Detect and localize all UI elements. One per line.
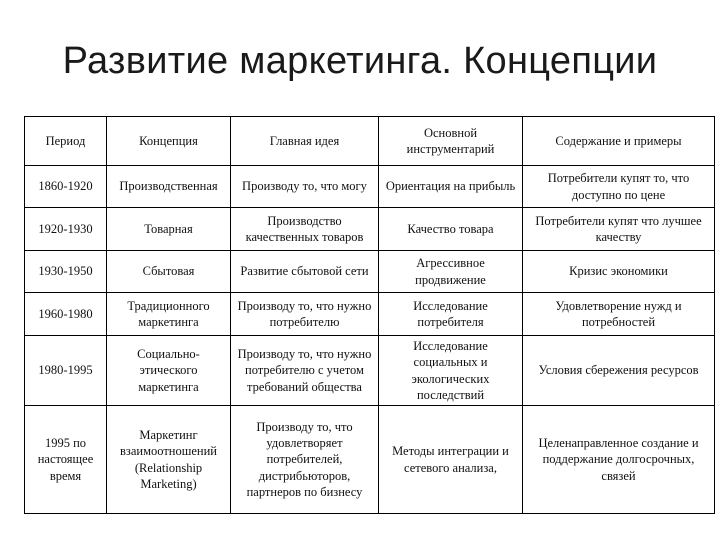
- cell-main-idea: Производство качественных товаров: [231, 208, 379, 251]
- table-row: [25, 166, 715, 208]
- cell-main-idea: Производу то, что могу: [231, 166, 379, 208]
- cell-concept: Товарная: [107, 208, 231, 251]
- table-row: [25, 208, 715, 251]
- cell-period: 1860-1920: [25, 166, 107, 208]
- cell-tools: Ориентация на прибыль: [379, 166, 523, 208]
- cell-main-idea: Производу то, что нужно потребителю: [231, 293, 379, 336]
- cell-concept: Традиционного маркетинга: [107, 293, 231, 336]
- cell-content: Потребители купят что лучшее качеству: [523, 208, 715, 251]
- table-row: [25, 293, 715, 336]
- cell-tools: Агрессивное продвижение: [379, 251, 523, 293]
- table-row: [25, 251, 715, 293]
- header-period: Период: [25, 117, 107, 166]
- header-tools: Основной инструментарий: [379, 117, 523, 166]
- cell-tools: Методы интеграции и сетевого анализа,: [379, 406, 523, 514]
- slide-title: Развитие маркетинга. Концепции: [62, 40, 658, 82]
- cell-tools: Качество товара: [379, 208, 523, 251]
- cell-concept: Сбытовая: [107, 251, 231, 293]
- cell-content: Условия сбережения ресурсов: [523, 336, 715, 406]
- cell-content: Кризис экономики: [523, 251, 715, 293]
- header-content: Содержание и примеры: [523, 117, 715, 166]
- table-row: [25, 336, 715, 406]
- cell-main-idea: Развитие сбытовой сети: [231, 251, 379, 293]
- cell-concept: Производственная: [107, 166, 231, 208]
- header-main-idea: Главная идея: [231, 117, 379, 166]
- cell-main-idea: Производу то, что нужно потребителю с учетом требований общества: [231, 336, 379, 406]
- cell-content: Удовлетворение нужд и потребностей: [523, 293, 715, 336]
- table-header-row: [25, 117, 715, 166]
- cell-period: 1980-1995: [25, 336, 107, 406]
- cell-tools: Исследование социальных и экологических последствий: [379, 336, 523, 406]
- cell-concept: Социально-этического маркетинга: [107, 336, 231, 406]
- cell-content: Потребители купят то, что доступно по цене: [523, 166, 715, 208]
- cell-tools: Исследование потребителя: [379, 293, 523, 336]
- cell-period: 1930-1950: [25, 251, 107, 293]
- cell-concept: Маркетинг взаимоотношений (Relationship Marketing): [107, 406, 231, 514]
- cell-period: 1995 по настоящее время: [25, 406, 107, 514]
- cell-main-idea: Производу то, что удовлетворяет потребителей, дистрибьюторов, партнеров по бизнесу: [231, 406, 379, 514]
- cell-content: Целенаправленное создание и поддержание долгосрочных, связей: [523, 406, 715, 514]
- cell-period: 1920-1930: [25, 208, 107, 251]
- header-concept: Концепция: [107, 117, 231, 166]
- concepts-table: [24, 116, 715, 514]
- cell-period: 1960-1980: [25, 293, 107, 336]
- table-row: [25, 406, 715, 514]
